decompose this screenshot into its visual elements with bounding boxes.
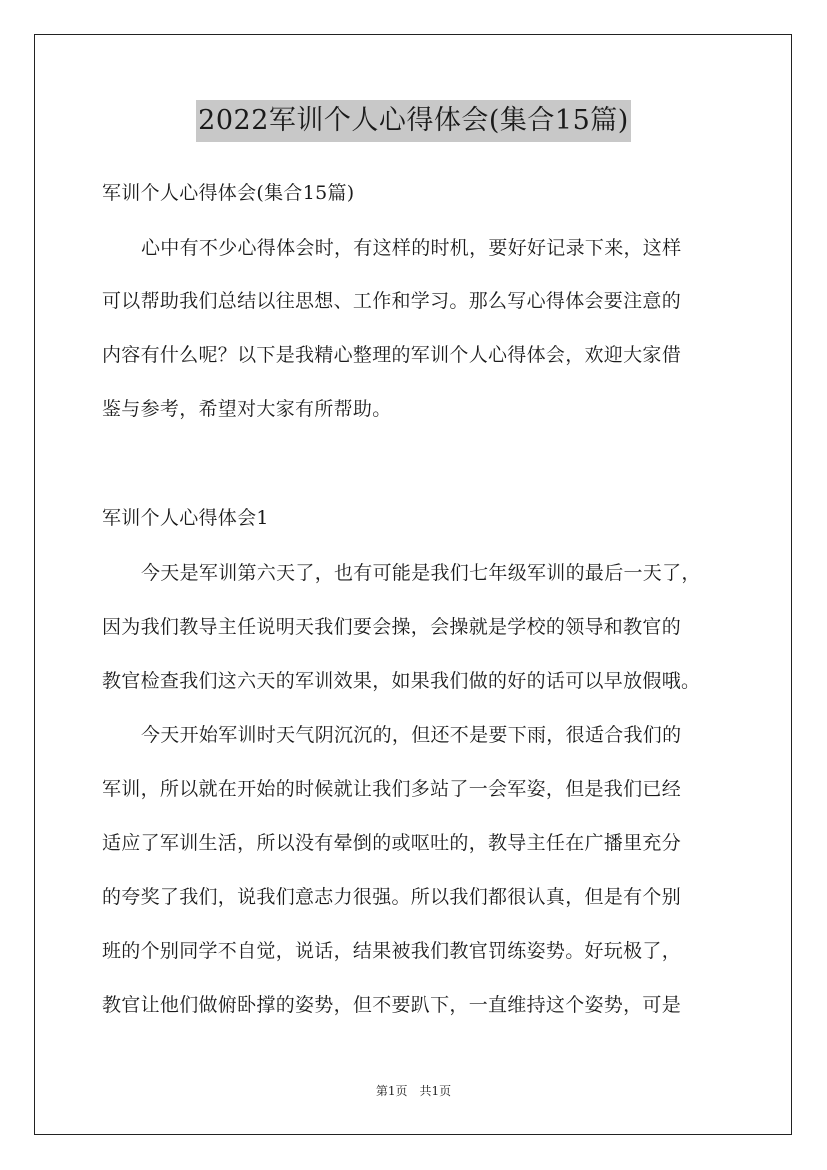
title-container xyxy=(0,100,827,142)
subtitle: 军训个人心得体会(集合15篇) xyxy=(102,182,355,204)
para2-line-2: 军训，所以就在开始的时候就让我们多站了一会军姿，但是我们已经 xyxy=(102,778,682,800)
para2-line-6: 教官让他们做俯卧撑的姿势，但不要趴下，一直维持这个姿势，可是 xyxy=(102,994,682,1016)
intro-line-3: 内容有什么呢？以下是我精心整理的军训个人心得体会，欢迎大家借 xyxy=(102,344,682,366)
intro-line-1: 心中有不少心得体会时，有这样的时机，要好好记录下来，这样 xyxy=(141,237,682,259)
para1-line-1: 今天是军训第六天了，也有可能是我们七年级军训的最后一天了， xyxy=(141,562,701,584)
intro-line-2: 可以帮助我们总结以往思想、工作和学习。那么写心得体会要注意的 xyxy=(102,290,682,312)
para1-line-2: 因为我们教导主任说明天我们要会操，会操就是学校的领导和教官的 xyxy=(102,616,682,638)
para2-line-5: 班的个别同学不自觉，说话，结果被我们教官罚练姿势。好玩极了， xyxy=(102,940,682,962)
page-number-footer: 第1页 共1页 xyxy=(375,1084,452,1098)
intro-line-4: 鉴与参考，希望对大家有所帮助。 xyxy=(102,398,392,420)
document-title: 2022军训个人心得体会(集合15篇) xyxy=(196,100,631,142)
section-heading-1: 军训个人心得体会1 xyxy=(102,507,269,529)
para2-line-1: 今天开始军训时天气阴沉沉的，但还不是要下雨，很适合我们的 xyxy=(141,724,682,746)
para1-line-3: 教官检查我们这六天的军训效果，如果我们做的好的话可以早放假哦。 xyxy=(102,670,701,692)
para2-line-4: 的夸奖了我们，说我们意志力很强。所以我们都很认真，但是有个别 xyxy=(102,886,682,908)
para2-line-3: 适应了军训生活，所以没有晕倒的或呕吐的，教导主任在广播里充分 xyxy=(102,832,682,854)
